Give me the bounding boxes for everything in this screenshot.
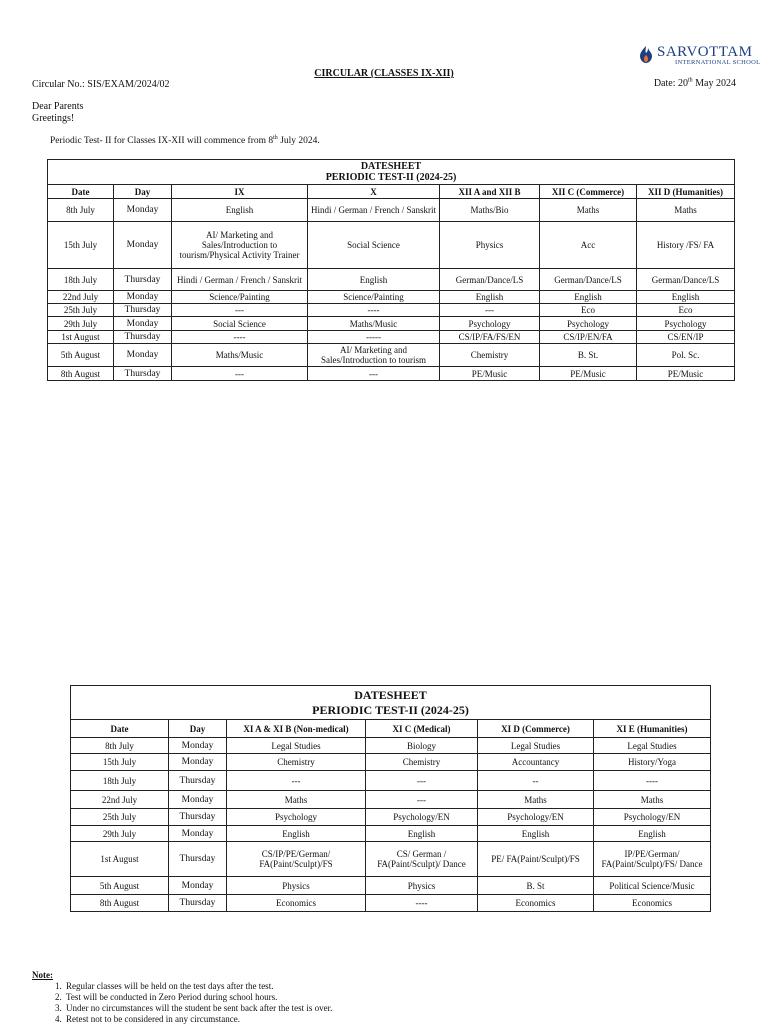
- subject-cell: -----: [308, 331, 440, 344]
- subject-cell: Psychology: [227, 809, 366, 826]
- table-header-row: [48, 185, 735, 199]
- subject-cell: Psychology: [440, 317, 540, 331]
- table-row: [48, 269, 735, 291]
- subject-cell: PE/Music: [540, 367, 637, 381]
- day-cell: Thursday: [114, 367, 172, 381]
- subject-cell: History/Yoga: [594, 754, 711, 771]
- subject-cell: Physics: [366, 877, 478, 895]
- column-header: Date: [48, 185, 114, 199]
- subject-cell: AI/ Marketing and Sales/Introduction to tourism/Physical Activity Trainer: [172, 222, 308, 269]
- date-cell: 18th July: [48, 269, 114, 291]
- logo-subtitle: INTERNATIONAL SCHOOL: [675, 59, 761, 66]
- subject-cell: B. St: [478, 877, 594, 895]
- day-cell: Thursday: [114, 269, 172, 291]
- day-cell: Monday: [114, 317, 172, 331]
- date-cell: 5th August: [48, 344, 114, 367]
- date-cell: 29th July: [71, 826, 169, 842]
- table-row: [71, 809, 711, 826]
- subject-cell: Hindi / German / French / Sanskrit: [172, 269, 308, 291]
- date-cell: 22nd July: [71, 791, 169, 809]
- date-cell: 29th July: [48, 317, 114, 331]
- subject-cell: ---: [308, 367, 440, 381]
- column-header: XII A and XII B: [440, 185, 540, 199]
- note-item: 3. Under no circumstances will the student be sent back after the test is over.: [64, 1003, 332, 1014]
- subject-cell: PE/Music: [440, 367, 540, 381]
- greeting: [32, 101, 83, 125]
- table-caption: DATESHEET PERIODIC TEST-II (2024-25): [48, 160, 735, 185]
- column-header: XII D (Humanities): [637, 185, 735, 199]
- datesheet-table-senior: [47, 159, 735, 381]
- date-cell: 8th August: [48, 367, 114, 381]
- subject-cell: English: [227, 826, 366, 842]
- column-header: X: [308, 185, 440, 199]
- note-title: Note:: [32, 970, 53, 980]
- table-row: [71, 754, 711, 771]
- circular-date: Date: 20th May 2024: [653, 77, 736, 89]
- subject-cell: English: [172, 199, 308, 222]
- subject-cell: Pol. Sc.: [637, 344, 735, 367]
- datesheet-table-xi: [70, 685, 711, 912]
- subject-cell: Accountancy: [478, 754, 594, 771]
- column-header: Day: [114, 185, 172, 199]
- subject-cell: CS/IP/FA/FS/EN: [440, 331, 540, 344]
- circular-number: Circular No.: SIS/EXAM/2024/02: [32, 79, 170, 90]
- table-row: [48, 304, 735, 317]
- subject-cell: ----: [308, 304, 440, 317]
- table-row: [71, 842, 711, 877]
- subject-cell: Psychology/EN: [366, 809, 478, 826]
- day-cell: Monday: [169, 754, 227, 771]
- subject-cell: ---: [227, 771, 366, 791]
- subject-cell: ---: [440, 304, 540, 317]
- subject-cell: Maths/Bio: [440, 199, 540, 222]
- date-cell: 18th July: [71, 771, 169, 791]
- school-logo: [636, 44, 761, 70]
- note-item: 2. Test will be conducted in Zero Period during school hours.: [64, 992, 332, 1003]
- greetings-line: Greetings!: [32, 113, 75, 124]
- subject-cell: English: [440, 291, 540, 304]
- subject-cell: Maths/Music: [172, 344, 308, 367]
- subject-cell: Acc: [540, 222, 637, 269]
- date-cell: 15th July: [48, 222, 114, 269]
- column-header: XII C (Commerce): [540, 185, 637, 199]
- subject-cell: Political Science/Music: [594, 877, 711, 895]
- subject-cell: Hindi / German / French / Sanskrit: [308, 199, 440, 222]
- subject-cell: PE/ FA(Paint/Sculpt)/FS: [478, 842, 594, 877]
- date-cell: 22nd July: [48, 291, 114, 304]
- day-cell: Monday: [169, 791, 227, 809]
- subject-cell: Physics: [440, 222, 540, 269]
- subject-cell: AI/ Marketing and Sales/Introduction to tourism: [308, 344, 440, 367]
- subject-cell: ----: [172, 331, 308, 344]
- subject-cell: English: [308, 269, 440, 291]
- subject-cell: Science/Painting: [172, 291, 308, 304]
- subject-cell: CS/EN/IP: [637, 331, 735, 344]
- subject-cell: Maths/Music: [308, 317, 440, 331]
- subject-cell: Physics: [227, 877, 366, 895]
- subject-cell: Eco: [637, 304, 735, 317]
- subject-cell: IP/PE/German/ FA(Paint/Sculpt)/FS/ Dance: [594, 842, 711, 877]
- note-section: [32, 970, 332, 1024]
- subject-cell: --: [478, 771, 594, 791]
- date-cell: 8th July: [71, 738, 169, 754]
- subject-cell: ---: [366, 771, 478, 791]
- date-cell: 1st August: [48, 331, 114, 344]
- date-cell: 15th July: [71, 754, 169, 771]
- subject-cell: English: [594, 826, 711, 842]
- subject-cell: History /FS/ FA: [637, 222, 735, 269]
- date-cell: 8th August: [71, 895, 169, 912]
- subject-cell: German/Dance/LS: [540, 269, 637, 291]
- subject-cell: ----: [366, 895, 478, 912]
- subject-cell: Science/Painting: [308, 291, 440, 304]
- subject-cell: Chemistry: [227, 754, 366, 771]
- subject-cell: ---: [366, 791, 478, 809]
- subject-cell: Psychology/EN: [478, 809, 594, 826]
- salutation: Dear Parents: [32, 101, 84, 112]
- note-list: [64, 981, 332, 1024]
- day-cell: Thursday: [169, 771, 227, 791]
- day-cell: Thursday: [114, 304, 172, 317]
- note-item: 4. Retest not to be considered in any circumstance.: [64, 1014, 332, 1024]
- subject-cell: Eco: [540, 304, 637, 317]
- table-row: [48, 222, 735, 269]
- subject-cell: Social Science: [308, 222, 440, 269]
- subject-cell: Social Science: [172, 317, 308, 331]
- table-row: [48, 331, 735, 344]
- column-header: XI D (Commerce): [478, 720, 594, 738]
- subject-cell: Psychology/EN: [594, 809, 711, 826]
- table-caption: DATESHEET PERIODIC TEST-II (2024-25): [71, 686, 711, 720]
- subject-cell: Psychology: [637, 317, 735, 331]
- column-header: Date: [71, 720, 169, 738]
- date-cell: 25th July: [48, 304, 114, 317]
- subject-cell: CS/ German / FA(Paint/Sculpt)/ Dance: [366, 842, 478, 877]
- intro-text: Periodic Test- II for Classes IX-XII will commence from 8th July 2024.: [50, 134, 320, 146]
- column-header: IX: [172, 185, 308, 199]
- subject-cell: Chemistry: [366, 754, 478, 771]
- day-cell: Thursday: [169, 895, 227, 912]
- subject-cell: Economics: [478, 895, 594, 912]
- day-cell: Thursday: [169, 809, 227, 826]
- subject-cell: Chemistry: [440, 344, 540, 367]
- subject-cell: German/Dance/LS: [440, 269, 540, 291]
- table-row: [71, 826, 711, 842]
- subject-cell: Maths: [594, 791, 711, 809]
- date-cell: 25th July: [71, 809, 169, 826]
- flame-logo-icon: [636, 45, 656, 65]
- column-header: XI A & XI B (Non-medical): [227, 720, 366, 738]
- table-row: [71, 895, 711, 912]
- subject-cell: PE/Music: [637, 367, 735, 381]
- subject-cell: English: [540, 291, 637, 304]
- subject-cell: Legal Studies: [478, 738, 594, 754]
- table-row: [48, 344, 735, 367]
- table-row: [48, 291, 735, 304]
- table-row: [48, 317, 735, 331]
- day-cell: Monday: [114, 222, 172, 269]
- subject-cell: CS/IP/PE/German/ FA(Paint/Sculpt)/FS: [227, 842, 366, 877]
- subject-cell: Legal Studies: [594, 738, 711, 754]
- table-row: [71, 791, 711, 809]
- date-cell: 1st August: [71, 842, 169, 877]
- table-row: [71, 738, 711, 754]
- date-cell: 5th August: [71, 877, 169, 895]
- subject-cell: Maths: [637, 199, 735, 222]
- day-cell: Monday: [114, 199, 172, 222]
- table-row: [48, 367, 735, 381]
- column-header: Day: [169, 720, 227, 738]
- subject-cell: Psychology: [540, 317, 637, 331]
- day-cell: Thursday: [169, 842, 227, 877]
- day-cell: Monday: [169, 877, 227, 895]
- day-cell: Monday: [169, 826, 227, 842]
- subject-cell: English: [637, 291, 735, 304]
- subject-cell: Economics: [227, 895, 366, 912]
- day-cell: Monday: [114, 344, 172, 367]
- subject-cell: Legal Studies: [227, 738, 366, 754]
- day-cell: Monday: [114, 291, 172, 304]
- table-header-row: [71, 720, 711, 738]
- table-row: [71, 771, 711, 791]
- date-cell: 8th July: [48, 199, 114, 222]
- subject-cell: German/Dance/LS: [637, 269, 735, 291]
- subject-cell: Maths: [540, 199, 637, 222]
- subject-cell: ---: [172, 304, 308, 317]
- column-header: XI E (Humanities): [594, 720, 711, 738]
- column-header: XI C (Medical): [366, 720, 478, 738]
- subject-cell: ----: [594, 771, 711, 791]
- circular-title: CIRCULAR (CLASSES IX-XII): [314, 68, 454, 79]
- subject-cell: English: [366, 826, 478, 842]
- table-row: [48, 199, 735, 222]
- subject-cell: Economics: [594, 895, 711, 912]
- table-row: [71, 877, 711, 895]
- subject-cell: English: [478, 826, 594, 842]
- subject-cell: Biology: [366, 738, 478, 754]
- day-cell: Monday: [169, 738, 227, 754]
- day-cell: Thursday: [114, 331, 172, 344]
- logo-name: SARVOTTAM: [657, 44, 753, 60]
- subject-cell: ---: [172, 367, 308, 381]
- subject-cell: Maths: [478, 791, 594, 809]
- subject-cell: CS/IP/EN/FA: [540, 331, 637, 344]
- subject-cell: B. St.: [540, 344, 637, 367]
- note-item: 1. Regular classes will be held on the test days after the test.: [64, 981, 332, 992]
- subject-cell: Maths: [227, 791, 366, 809]
